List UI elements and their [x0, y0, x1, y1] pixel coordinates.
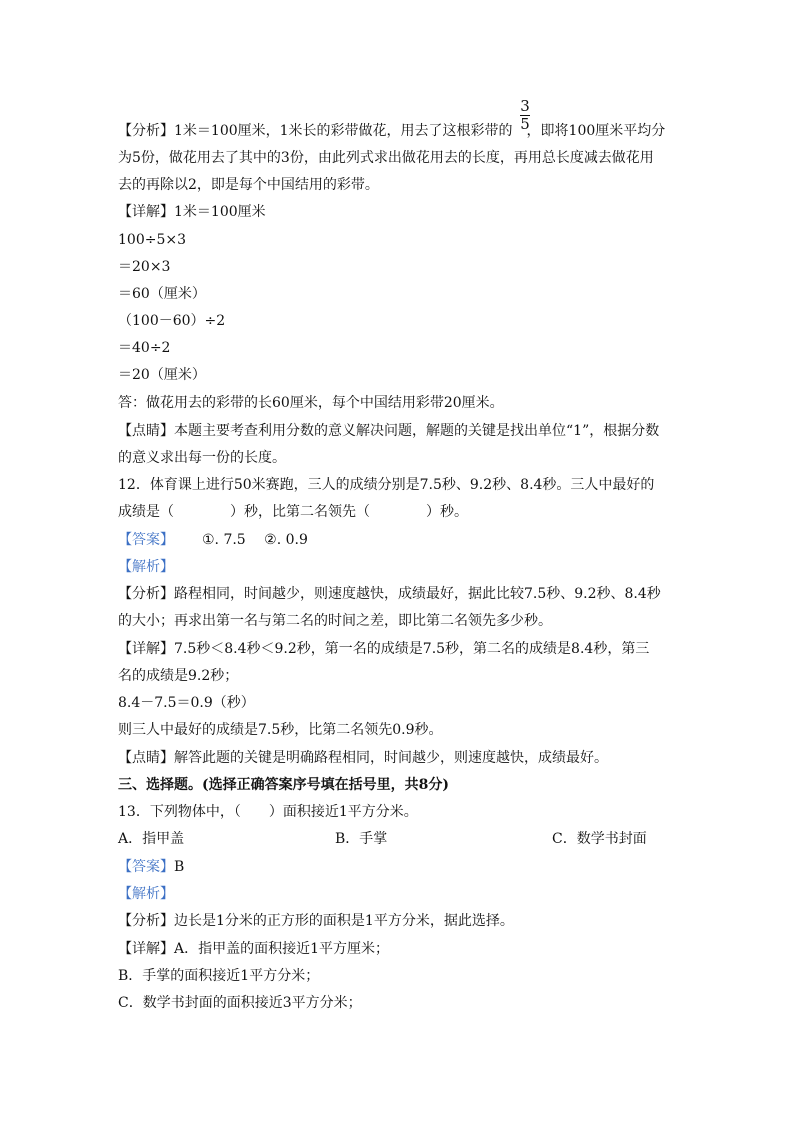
answer-label: 【答案】 — [118, 859, 174, 875]
q12-conclusion: 则三人中最好的成绩是7.5秒，比第二名领先0.9秒。 — [118, 722, 443, 738]
q12-jiexi-label: 【解析】 — [118, 559, 174, 575]
q13-analysis: 【分析】边长是1分米的正方形的面积是1平方分米，据此选择。 — [118, 913, 514, 929]
q12-calc: 8.4－7.5＝0.9（秒） — [118, 695, 255, 711]
q12-analysis-line-1: 【分析】路程相同，时间越少，则速度越快，成绩最好，据此比较7.5秒、9.2秒、8.4秒 — [118, 586, 661, 602]
q12-question-line-2: 成绩是（ ）秒，比第二名领先（ ）秒。 — [118, 504, 468, 520]
q11-answer: 答：做花用去的彩带的长60厘米，每个中国结用彩带20厘米。 — [118, 395, 504, 411]
q12-detail-line-2: 名的成绩是9.2秒； — [118, 668, 239, 684]
q11-calc-line-6: ＝20（厘米） — [118, 367, 206, 383]
q12-question-line-1: 12．体育课上进行50米赛跑，三人的成绩分别是7.5秒、9.2秒、8.4秒。三人中最好的 — [118, 477, 655, 493]
answer-values: ①. 7.5 ②. 0.9 — [202, 532, 308, 548]
q11-detail-heading: 【详解】1米＝100厘米 — [118, 204, 266, 220]
q12-analysis-line-2: 的大小；再求出第一名与第二名的时间之差，即比第二名领先多少秒。 — [118, 613, 552, 629]
q13-jiexi-label: 【解析】 — [118, 886, 174, 902]
q13-option-b: B．手掌 — [335, 831, 388, 847]
q11-analysis-line-2: 为5份，做花用去了其中的3份，由此列式求出做花用去的长度，再用总长度减去做花用 — [118, 150, 654, 166]
q13-answer — [118, 857, 184, 877]
q11-calc-line-3: ＝60（厘米） — [118, 286, 206, 302]
q12-comment: 【点睛】解答此题的关键是明确路程相同，时间越少，则速度越快，成绩最好。 — [118, 750, 608, 766]
q13-question: 13．下列物体中，（ ）面积接近1平方分米。 — [118, 804, 418, 820]
q13-option-c: C．数学书封面 — [552, 831, 647, 847]
fraction-denominator: 5 — [520, 115, 530, 133]
q12-detail-line-1: 【详解】7.5秒＜8.4秒＜9.2秒，第一名的成绩是7.5秒，第二名的成绩是8.4秒，第三 — [118, 641, 650, 657]
fraction-numerator: 3 — [520, 97, 530, 115]
q11-calc-line-2: ＝20×3 — [118, 259, 171, 275]
q11-comment-line-1: 【点睛】本题主要考查利用分数的意义解决问题，解题的关键是找出单位“1”，根据分数 — [118, 423, 660, 439]
q13-detail-line-2: B．手掌的面积接近1平方分米； — [118, 968, 320, 984]
q11-calc-line-5: ＝40÷2 — [118, 340, 171, 356]
q13-detail-line-1: 【详解】A．指甲盖的面积接近1平方厘米； — [118, 941, 390, 957]
q11-calc-line-4: （100－60）÷2 — [118, 313, 226, 329]
q13-detail-line-3: C．数学书封面的面积接近3平方分米； — [118, 995, 362, 1011]
q11-analysis-line-1: 【分析】1米＝100厘米，1米长的彩带做花，用去了这根彩带的 ，即将100厘米平均分 — [118, 123, 666, 139]
q13-option-a: A．指甲盖 — [118, 831, 185, 847]
answer-label: 【答案】 — [118, 532, 174, 548]
q11-comment-line-2: 的意义求出每一份的长度。 — [118, 450, 286, 466]
section-3-title: 三、选择题。(选择正确答案序号填在括号里，共8分) — [118, 777, 449, 793]
answer-value: B — [174, 859, 185, 875]
q11-calc-line-1: 100÷5×3 — [118, 232, 186, 248]
q11-analysis-line-3: 去的再除以2，即是每个中国结用的彩带。 — [118, 177, 379, 193]
q12-answer — [118, 530, 308, 550]
